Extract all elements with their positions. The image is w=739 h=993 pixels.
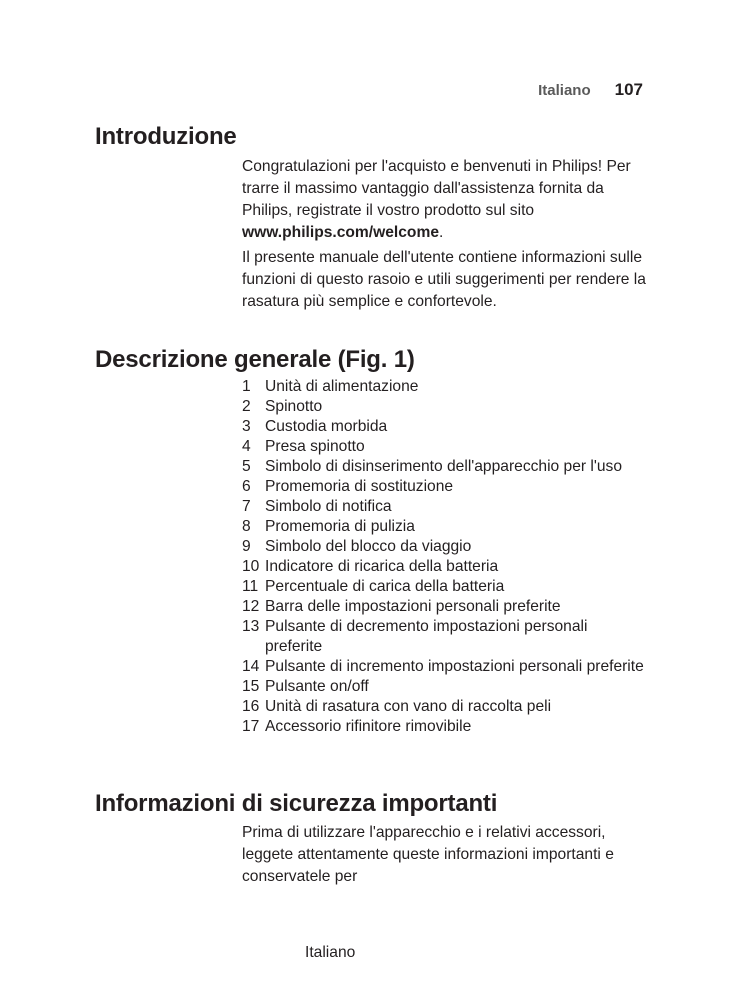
list-item-text: Unità di alimentazione	[265, 378, 419, 395]
intro-paragraph-1	[242, 156, 646, 244]
list-item-number: 15	[242, 678, 260, 695]
list-item-text: Spinotto	[265, 398, 323, 415]
list-item	[242, 437, 646, 457]
philips-welcome-link[interactable]: www.philips.com/welcome	[242, 224, 439, 241]
list-item-number: 8	[242, 518, 251, 535]
list-item	[242, 577, 646, 597]
list-item-text: Simbolo di notifica	[265, 498, 392, 515]
list-item	[242, 497, 646, 517]
list-item-number: 4	[242, 438, 251, 455]
page-header	[538, 80, 643, 100]
list-item-text: Percentuale di carica della batteria	[265, 578, 505, 595]
list-item-text: Custodia morbida	[265, 418, 388, 435]
list-item-text: Promemoria di pulizia	[265, 518, 415, 535]
section-title-overview: Descrizione generale (Fig. 1)	[95, 346, 415, 373]
list-item-text: Promemoria di sostituzione	[265, 478, 454, 495]
section-title-intro: Introduzione	[95, 123, 237, 150]
list-item	[242, 617, 646, 657]
list-item-number: 14	[242, 658, 260, 675]
list-item-number: 5	[242, 458, 251, 475]
list-item	[242, 677, 646, 697]
list-item-text: Presa spinotto	[265, 438, 365, 455]
list-item	[242, 657, 646, 677]
list-item	[242, 477, 646, 497]
list-item-number: 9	[242, 538, 251, 555]
list-item-text: Simbolo di disinserimento dell'apparecchio per l'uso	[265, 458, 623, 475]
list-item-text: Accessorio rifinitore rimovibile	[265, 718, 472, 735]
list-item-number: 2	[242, 398, 251, 415]
list-item	[242, 557, 646, 577]
list-item-text: Barra delle impostazioni personali preferite	[265, 598, 561, 615]
list-item-text: Pulsante di decremento impostazioni personali preferite	[265, 618, 588, 655]
list-item-text: Pulsante on/off	[265, 678, 369, 695]
intro-paragraph-2: Il presente manuale dell'utente contiene informazioni sulle funzioni di questo rasoio e utili suggerimenti per rendere la rasatura più semplice e confortevole.	[242, 249, 646, 310]
list-item-number: 1	[242, 378, 251, 395]
safety-paragraph-1: Prima di utilizzare l'apparecchio e i relativi accessori, leggete attentamente queste informazioni importanti e conservatele per	[242, 824, 614, 885]
list-item-number: 11	[242, 578, 259, 595]
intro-p1-end: .	[439, 224, 444, 241]
list-item-text: Unità di rasatura con vano di raccolta peli	[265, 698, 552, 715]
overview-parts-list	[242, 377, 646, 737]
section-title-safety: Informazioni di sicurezza importanti	[95, 790, 498, 817]
header-language: Italiano	[538, 82, 591, 99]
list-item-number: 12	[242, 598, 260, 615]
list-item-number: 6	[242, 478, 251, 495]
list-item	[242, 537, 646, 557]
list-item-number: 7	[242, 498, 251, 515]
page-footer: Italiano	[305, 944, 356, 961]
list-item-text: Indicatore di ricarica della batteria	[265, 558, 499, 575]
list-item	[242, 597, 646, 617]
list-item	[242, 517, 646, 537]
list-item-text: Simbolo del blocco da viaggio	[265, 538, 472, 555]
list-item	[242, 717, 646, 737]
list-item-number: 10	[242, 558, 260, 575]
intro-p1-text: Congratulazioni per l'acquisto e benvenuti in Philips! Per trarre il massimo vantaggio dall'assistenza fornita da Philips, registrate il vostro prodotto sul sito	[242, 158, 631, 219]
list-item	[242, 377, 646, 397]
list-item	[242, 457, 646, 477]
list-item-number: 16	[242, 698, 260, 715]
list-item	[242, 417, 646, 437]
list-item-text: Pulsante di incremento impostazioni personali preferite	[265, 658, 644, 675]
list-item	[242, 697, 646, 717]
list-item-number: 13	[242, 618, 260, 635]
page-number: 107	[614, 80, 643, 99]
list-item	[242, 397, 646, 417]
list-item-number: 17	[242, 718, 260, 735]
list-item-number: 3	[242, 418, 251, 435]
